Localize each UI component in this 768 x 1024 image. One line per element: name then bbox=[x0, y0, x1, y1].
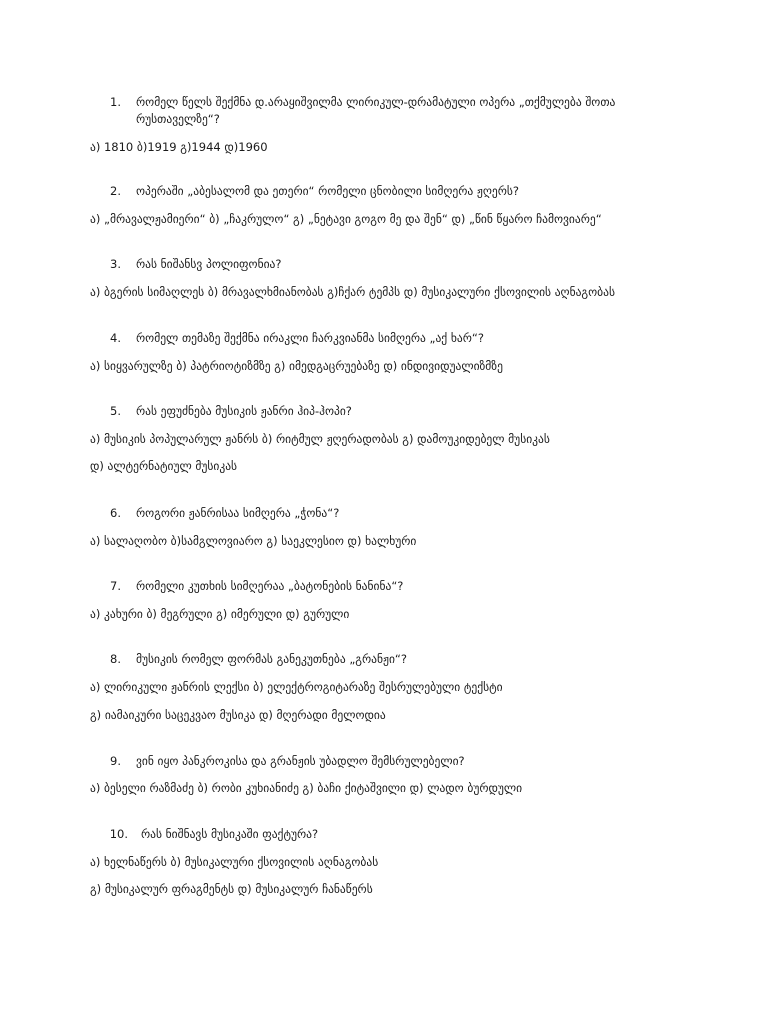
question-text: რას ეფუძნება მუსიკის ჟანრი ჰიპ-ჰოპი? bbox=[136, 404, 352, 418]
question-text: რომელ თემაზე შექმნა ირაკლი ჩარკვიანმა სიმღერა „აქ ხარ“? bbox=[136, 331, 484, 345]
answer-line: ა) 1810 ბ)1919 გ)1944 დ)1960 bbox=[90, 140, 268, 154]
answer-line: დ) ალტერნატიულ მუსიკას bbox=[90, 459, 238, 473]
question-text: ვინ იყო პანკროკისა და გრანჟის უბადლო შემსრულებელი? bbox=[136, 754, 465, 768]
question-text: როგორი ჟანრისაა სიმღერა „ჭონა“? bbox=[136, 506, 340, 520]
question-text: რას ნიშანსვ პოლიფონია? bbox=[136, 257, 282, 271]
question-text: ოპერაში „აბესალომ და ეთერი“ რომელი ცნობილი სიმღერა ჟღერს? bbox=[136, 184, 520, 198]
question-number: 3. bbox=[110, 257, 121, 271]
question-number: 10. bbox=[109, 827, 128, 841]
question-text: რომელი კუთხის სიმღერაა „ბატონების ნანინა“? bbox=[136, 579, 404, 593]
answer-line: ა) სიყვარულზე ბ) პატრიოტიზმზე გ) იმედგაცრუებაზე დ) ინდივიდუალიზმზე bbox=[90, 359, 503, 373]
answer-line: გ) იამაიკური საცეკვაო მუსიკა დ) მღერადი მელოდია bbox=[90, 708, 386, 722]
question-text: რას ნიშნავს მუსიკაში ფაქტურა? bbox=[141, 827, 319, 841]
answer-line: ა) კახური ბ) მეგრული გ) იმერული დ) გურული bbox=[90, 607, 350, 621]
question-number: 8. bbox=[110, 652, 121, 666]
question-number: 7. bbox=[110, 579, 121, 593]
answer-line: ა) ხელნაწერს ბ) მუსიკალური ქსოვილის აღნაგობას bbox=[90, 855, 379, 869]
question-number: 9. bbox=[110, 754, 121, 768]
answer-line: გ) მუსიკალურ ფრაგმენტს დ) მუსიკალურ ჩანაწერს bbox=[90, 882, 373, 896]
answer-line: ა) ბგერის სიმაღლეს ბ) მრავალხმიანობას გ)ჩქარ ტემპს დ) მუსიკალური ქსოვილის აღნაგობას bbox=[90, 285, 615, 299]
question-text: მუსიკის რომელ ფორმას განეკუთნება „გრანჟი“? bbox=[136, 652, 407, 666]
question-number: 1. bbox=[110, 95, 121, 109]
question-number: 5. bbox=[110, 404, 121, 418]
question-number: 2. bbox=[110, 184, 121, 198]
question-number: 6. bbox=[110, 506, 121, 520]
question-text: რომელ წელს შექმნა დ.არაყიშვილმა ლირიკულ-დრამატული ოპერა „თქმულება შოთა რუსთაველზე“? bbox=[136, 95, 616, 126]
answer-line: ა) ბესელი რაზმაძე ბ) რობი კუხიანიძე გ) ბაჩი ქიტაშვილი დ) ლადო ბურდული bbox=[90, 781, 523, 795]
answer-line: ა) სალაღობო ბ)სამგლოვიარო გ) საეკლესიო დ) ხალხური bbox=[90, 534, 417, 548]
answer-line: ა) „მრავალჟამიერი“ ბ) „ჩაკრულო“ გ) „ნეტავი გოგო მე და შენ“ დ) „წინ წყარო ჩამოვიარე“ bbox=[90, 212, 602, 226]
answer-line: ა) მუსიკის პოპულარულ ჟანრს ბ) რიტმულ ჟღერადობას გ) დამოუკიდებელ მუსიკას bbox=[90, 432, 550, 446]
question-number: 4. bbox=[110, 331, 121, 345]
answer-line: ა) ლირიკული ჟანრის ლექსი ბ) ელექტროგიტარაზე შესრულებული ტექსტი bbox=[90, 680, 503, 694]
